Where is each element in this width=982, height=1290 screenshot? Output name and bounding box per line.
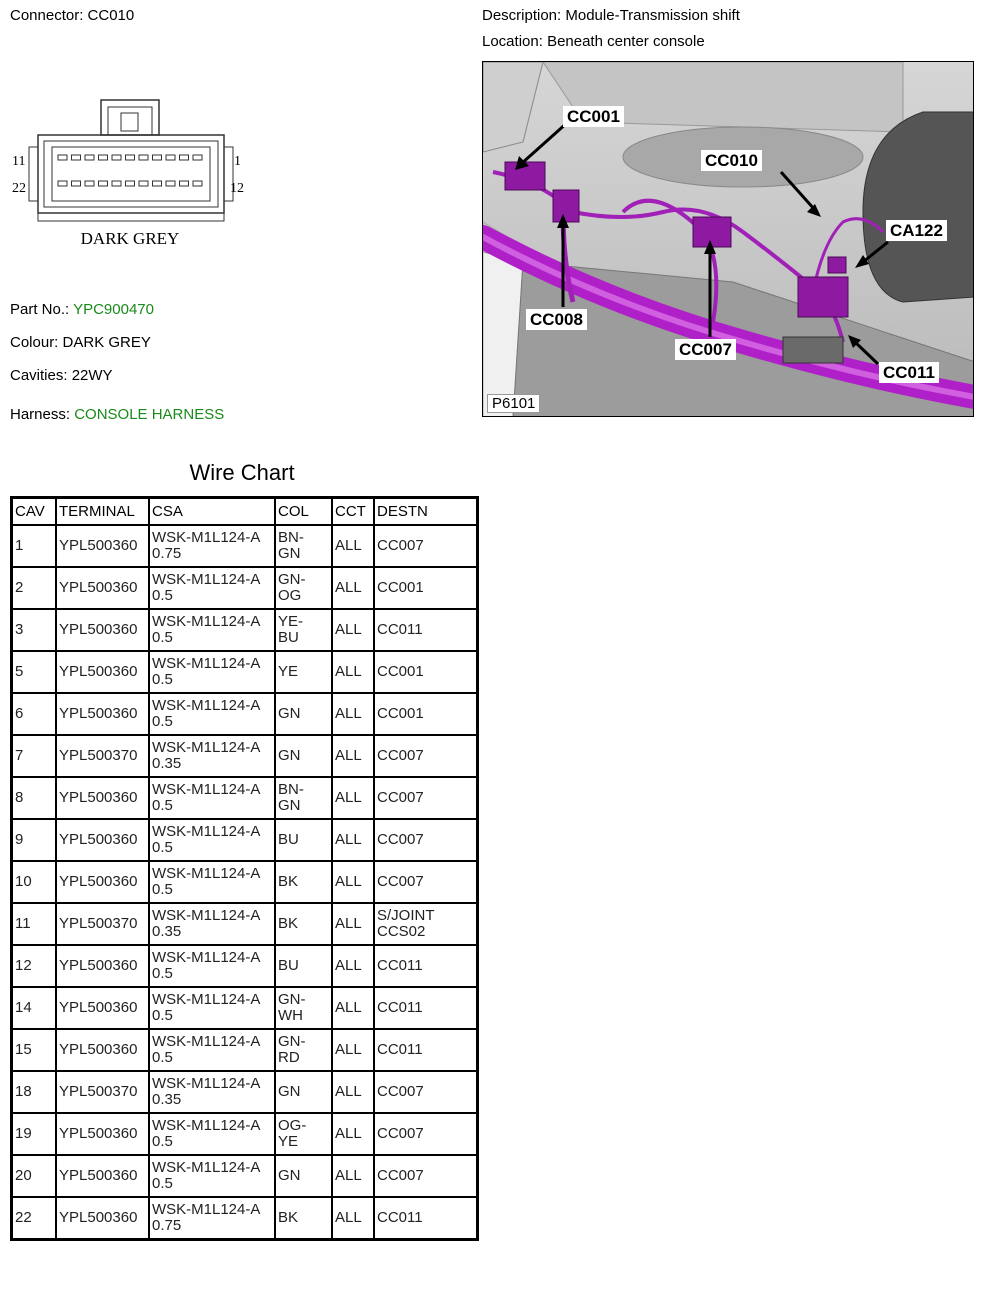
cell-col: GN (275, 735, 332, 777)
description-line (482, 7, 740, 24)
connector-line (10, 7, 134, 24)
cavity-slot (166, 155, 175, 160)
cell-cct: ALL (332, 861, 374, 903)
table-row (12, 1197, 478, 1240)
table-row (12, 777, 478, 819)
cell-csa: WSK-M1L124-A 0.5 (149, 567, 275, 609)
table-row (12, 819, 478, 861)
cell-terminal: YPL500360 (56, 945, 149, 987)
cell-cav: 10 (12, 861, 57, 903)
cell-terminal: YPL500360 (56, 1197, 149, 1240)
cavity-slot (112, 181, 121, 186)
header-destn: DESTN (374, 498, 478, 526)
table-row (12, 693, 478, 735)
cell-cct: ALL (332, 819, 374, 861)
cell-col: YE (275, 651, 332, 693)
cavities-value: 22WY (71, 367, 113, 384)
header-terminal: TERMINAL (56, 498, 149, 526)
cell-col: GN (275, 693, 332, 735)
cell-col: BN- GN (275, 525, 332, 567)
pin-label-12: 12 (230, 181, 244, 196)
cavity-slot (72, 155, 81, 160)
pin-label-11: 11 (12, 154, 26, 169)
cavity-slot (58, 155, 67, 160)
cell-col: GN (275, 1071, 332, 1113)
callout-ca122: CA122 (886, 220, 947, 241)
cavity-slot (58, 181, 67, 186)
cell-destn: CC001 (374, 651, 478, 693)
header-csa: CSA (149, 498, 275, 526)
cell-terminal: YPL500360 (56, 777, 149, 819)
cell-csa: WSK-M1L124-A 0.5 (149, 1113, 275, 1155)
cell-csa: WSK-M1L124-A 0.5 (149, 945, 275, 987)
cell-destn: CC007 (374, 735, 478, 777)
table-row (12, 525, 478, 567)
cell-terminal: YPL500370 (56, 903, 149, 945)
location-label: Location: (482, 33, 543, 50)
cavity-slot (126, 155, 135, 160)
connector-face-diagram (8, 95, 258, 255)
cell-col: YE- BU (275, 609, 332, 651)
harness-line (10, 406, 224, 423)
cell-destn: CC007 (374, 1113, 478, 1155)
cell-csa: WSK-M1L124-A 0.35 (149, 1071, 275, 1113)
cell-cav: 20 (12, 1155, 57, 1197)
cell-cav: 5 (12, 651, 57, 693)
cell-cct: ALL (332, 651, 374, 693)
callout-cc011: CC011 (879, 362, 939, 383)
cell-cav: 15 (12, 1029, 57, 1071)
cavity-slot (139, 181, 148, 186)
harness-label: Harness: (10, 406, 71, 423)
colour-label: Colour: (10, 334, 59, 351)
cell-csa: WSK-M1L124-A 0.35 (149, 735, 275, 777)
cell-cav: 1 (12, 525, 57, 567)
cell-cct: ALL (332, 777, 374, 819)
cavity-slot (85, 155, 94, 160)
cavity-slot (85, 181, 94, 186)
cell-cav: 8 (12, 777, 57, 819)
cell-col: GN (275, 1155, 332, 1197)
pin-label-22: 22 (12, 181, 26, 196)
location-photo (482, 61, 974, 417)
cell-cav: 19 (12, 1113, 57, 1155)
cell-cct: ALL (332, 945, 374, 987)
wire-chart-title: Wire Chart (189, 460, 295, 485)
cell-destn: CC007 (374, 1071, 478, 1113)
description-label: Description: (482, 7, 562, 24)
callout-cc007: CC007 (675, 339, 736, 360)
cell-terminal: YPL500360 (56, 609, 149, 651)
table-row (12, 567, 478, 609)
callout-cc001: CC001 (563, 106, 624, 127)
cell-cct: ALL (332, 987, 374, 1029)
cell-cav: 22 (12, 1197, 57, 1240)
cell-terminal: YPL500360 (56, 1113, 149, 1155)
harness-link[interactable]: CONSOLE HARNESS (74, 406, 225, 423)
cell-terminal: YPL500360 (56, 651, 149, 693)
connector-value: CC010 (87, 7, 135, 24)
cell-cav: 18 (12, 1071, 57, 1113)
cell-terminal: YPL500360 (56, 1029, 149, 1071)
cell-cav: 2 (12, 567, 57, 609)
cell-cav: 7 (12, 735, 57, 777)
wire-chart-table (10, 496, 479, 1241)
cavity-slot (193, 181, 202, 186)
table-row (12, 945, 478, 987)
cell-destn: CC001 (374, 567, 478, 609)
cell-destn: CC011 (374, 1197, 478, 1240)
part-label: Part No.: (10, 301, 70, 318)
part-number-link[interactable]: YPC900470 (73, 301, 154, 318)
cell-destn: CC011 (374, 1029, 478, 1071)
cell-destn: CC011 (374, 945, 478, 987)
cell-csa: WSK-M1L124-A 0.75 (149, 525, 275, 567)
cell-cct: ALL (332, 1029, 374, 1071)
cavity-slot (153, 181, 162, 186)
cell-csa: WSK-M1L124-A 0.5 (149, 777, 275, 819)
table-row (12, 1113, 478, 1155)
pin-rows (58, 155, 202, 186)
cavity-slot (180, 181, 189, 186)
colour-line (10, 334, 151, 351)
cell-cct: ALL (332, 525, 374, 567)
cell-cct: ALL (332, 1197, 374, 1240)
cavities-label: Cavities: (10, 367, 68, 384)
cell-csa: WSK-M1L124-A 0.5 (149, 609, 275, 651)
cavity-slot (99, 155, 108, 160)
table-row (12, 651, 478, 693)
cell-col: BU (275, 819, 332, 861)
table-row (12, 861, 478, 903)
cavity-slot (99, 181, 108, 186)
cell-cct: ALL (332, 693, 374, 735)
cavity-slot (126, 181, 135, 186)
cell-csa: WSK-M1L124-A 0.5 (149, 693, 275, 735)
table-row (12, 735, 478, 777)
header-cav: CAV (12, 498, 57, 526)
cell-cav: 14 (12, 987, 57, 1029)
table-row (12, 903, 478, 945)
cell-destn: S/JOINT CCS02 (374, 903, 478, 945)
cell-col: BK (275, 1197, 332, 1240)
cell-terminal: YPL500360 (56, 693, 149, 735)
table-row (12, 609, 478, 651)
cell-cct: ALL (332, 1155, 374, 1197)
connector-label: Connector: (10, 7, 84, 24)
cell-csa: WSK-M1L124-A 0.5 (149, 861, 275, 903)
cell-csa: WSK-M1L124-A 0.35 (149, 903, 275, 945)
cell-cav: 6 (12, 693, 57, 735)
cell-col: GN- RD (275, 1029, 332, 1071)
cell-cav: 9 (12, 819, 57, 861)
cell-csa: WSK-M1L124-A 0.75 (149, 1197, 275, 1240)
table-row (12, 987, 478, 1029)
cell-col: BU (275, 945, 332, 987)
cell-terminal: YPL500360 (56, 861, 149, 903)
cell-destn: CC011 (374, 987, 478, 1029)
location-value: Beneath center console (547, 33, 705, 50)
table-row (12, 1029, 478, 1071)
cell-destn: CC007 (374, 861, 478, 903)
cell-cav: 11 (12, 903, 57, 945)
cell-cav: 3 (12, 609, 57, 651)
cell-destn: CC007 (374, 777, 478, 819)
cell-destn: CC007 (374, 1155, 478, 1197)
location-line (482, 33, 705, 50)
callout-cc010: CC010 (701, 150, 762, 171)
cell-col: OG- YE (275, 1113, 332, 1155)
cavity-slot (166, 181, 175, 186)
cell-terminal: YPL500360 (56, 987, 149, 1029)
header-col: COL (275, 498, 332, 526)
callout-cc008: CC008 (526, 309, 587, 330)
cell-cct: ALL (332, 567, 374, 609)
cell-col: GN- OG (275, 567, 332, 609)
cavity-slot (180, 155, 189, 160)
cell-csa: WSK-M1L124-A 0.5 (149, 987, 275, 1029)
colour-value: DARK GREY (62, 334, 151, 351)
description-value: Module-Transmission shift (565, 7, 740, 24)
cell-terminal: YPL500360 (56, 567, 149, 609)
cavities-line (10, 367, 113, 384)
cavity-slot (139, 155, 148, 160)
cell-cav: 12 (12, 945, 57, 987)
wire-chart-body (12, 525, 478, 1240)
cell-destn: CC007 (374, 525, 478, 567)
cell-cct: ALL (332, 1071, 374, 1113)
cell-csa: WSK-M1L124-A 0.5 (149, 1155, 275, 1197)
header-cct: CCT (332, 498, 374, 526)
cell-col: GN- WH (275, 987, 332, 1029)
cell-terminal: YPL500370 (56, 1071, 149, 1113)
wire-chart-header-row (12, 498, 478, 526)
cell-terminal: YPL500370 (56, 735, 149, 777)
cell-col: BK (275, 903, 332, 945)
cell-destn: CC007 (374, 819, 478, 861)
cell-col: BN- GN (275, 777, 332, 819)
cell-terminal: YPL500360 (56, 1155, 149, 1197)
table-row (12, 1071, 478, 1113)
cell-destn: CC001 (374, 693, 478, 735)
cell-destn: CC011 (374, 609, 478, 651)
table-row (12, 1155, 478, 1197)
cell-cct: ALL (332, 735, 374, 777)
cavity-slot (193, 155, 202, 160)
cavity-slot (112, 155, 121, 160)
cell-csa: WSK-M1L124-A 0.5 (149, 651, 275, 693)
cell-csa: WSK-M1L124-A 0.5 (149, 819, 275, 861)
colour-caption: DARK GREY (80, 229, 180, 248)
cell-csa: WSK-M1L124-A 0.5 (149, 1029, 275, 1071)
photo-id-label: P6101 (487, 394, 540, 413)
cavity-slot (72, 181, 81, 186)
cell-cct: ALL (332, 609, 374, 651)
cell-col: BK (275, 861, 332, 903)
part-number-line (10, 301, 154, 318)
pin-label-1: 1 (234, 154, 241, 169)
cell-terminal: YPL500360 (56, 819, 149, 861)
cavity-slot (153, 155, 162, 160)
cell-terminal: YPL500360 (56, 525, 149, 567)
cell-cct: ALL (332, 1113, 374, 1155)
cell-cct: ALL (332, 903, 374, 945)
